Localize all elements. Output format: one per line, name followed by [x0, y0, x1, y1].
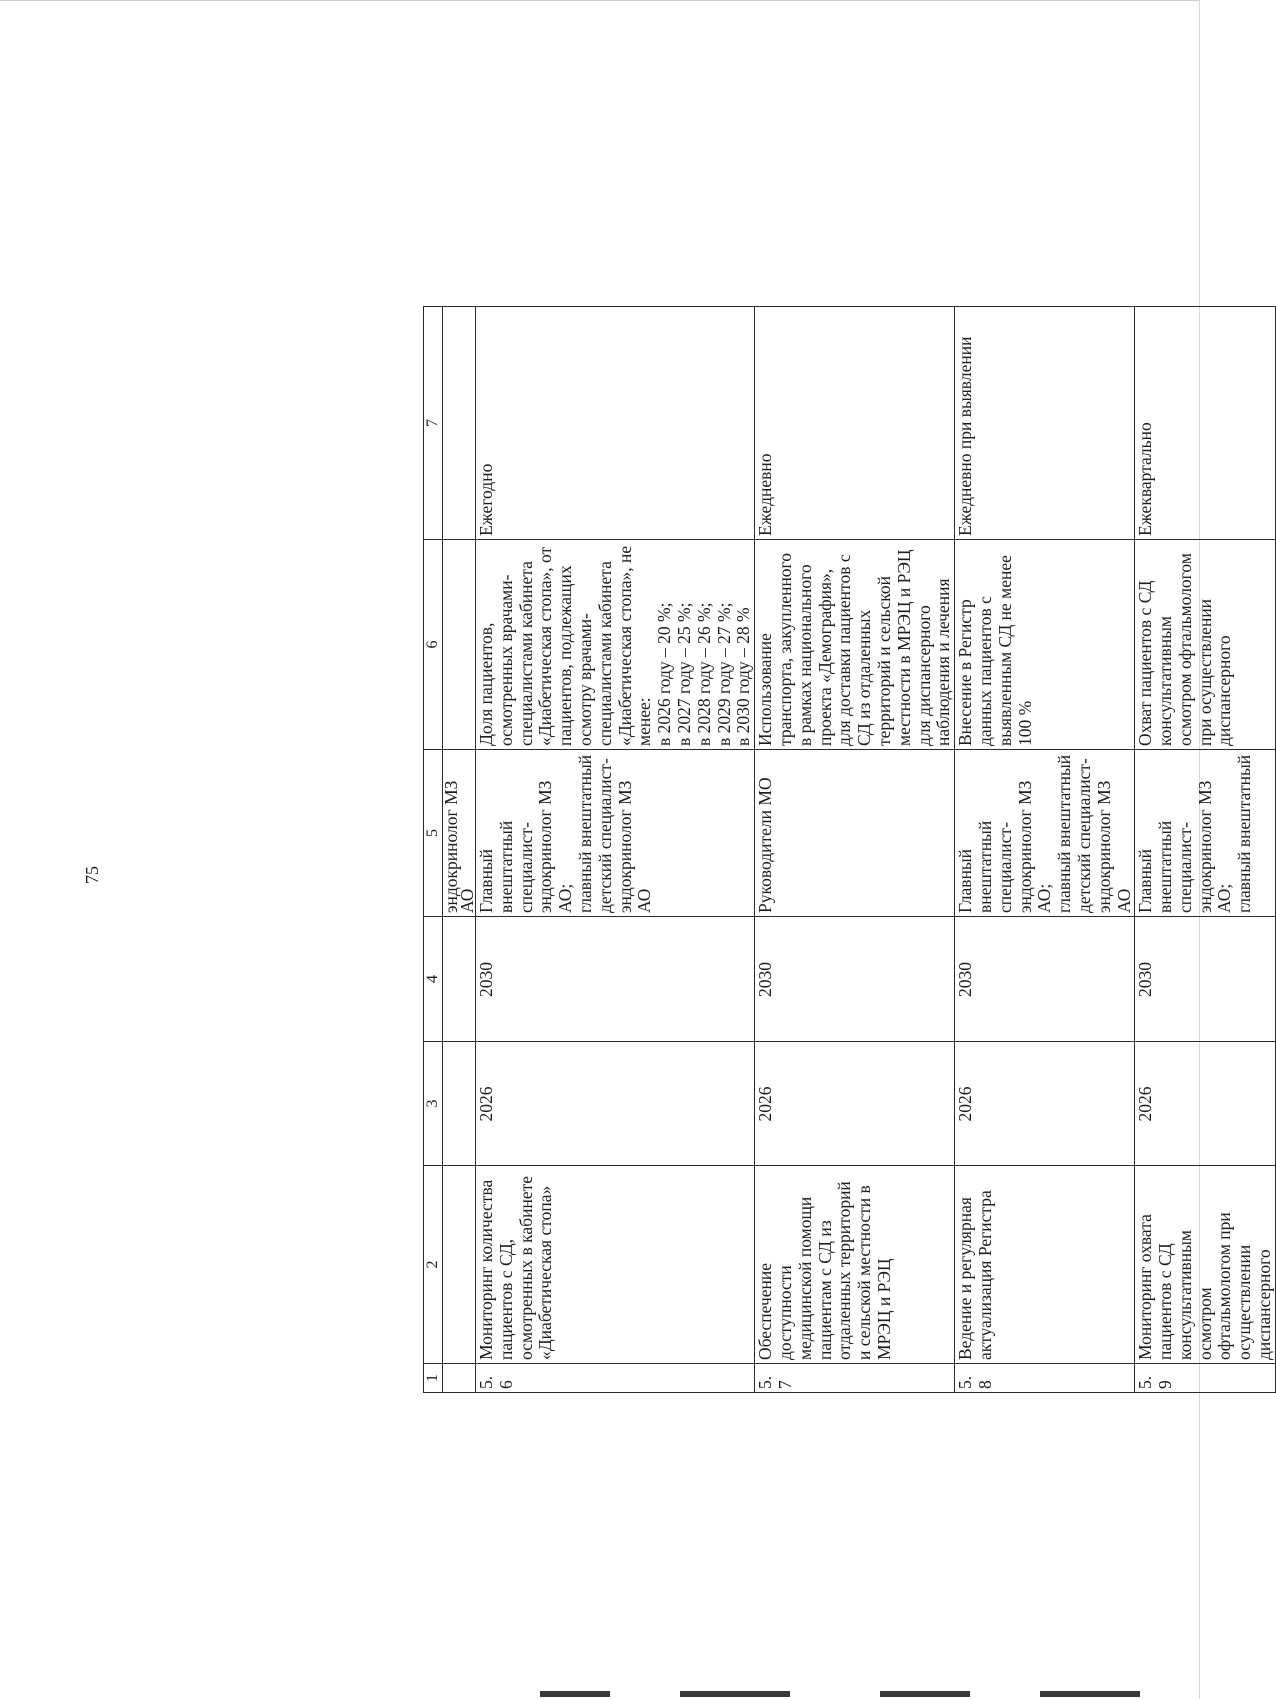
- indicator-cell: Охват пациентов с СД консультативным осмотром офтальмологом при осуществлении диспансерного: [1135, 540, 1276, 750]
- rotated-table-container: [423, 307, 1275, 1393]
- indicator-cell: Внесение в Регистр данных пациентов с выявленным СД не менее 100 %: [955, 540, 1135, 750]
- frequency-cell: Ежедневно: [755, 307, 955, 540]
- start-year-cell: 2026: [476, 1042, 755, 1166]
- responsible-cell: Главный внештатный специалист-эндокринолог МЗ АО; главный внештатный детский специалист-эндокринолог МЗ АО: [476, 750, 755, 917]
- activity-cell: Ведение и регулярная актуализация Регистра: [955, 1166, 1135, 1364]
- frequency-cell: Ежегодно: [476, 307, 755, 540]
- end-year-cell: 2030: [1135, 917, 1276, 1042]
- row-number: 5.9: [1135, 1364, 1276, 1393]
- end-year-cell: 2030: [955, 917, 1135, 1042]
- row-number: 5.6: [476, 1364, 755, 1393]
- responsible-cell: Главный внештатный специалист-эндокринолог МЗ АО; главный внештатный: [1135, 750, 1276, 917]
- scan-edge-marks: [0, 1685, 1200, 1699]
- frequency-cell: Ежедневно при выявлении: [955, 307, 1135, 540]
- header-row: [424, 307, 443, 1393]
- row-number: 5.7: [755, 1364, 955, 1393]
- column-header-2: 2: [424, 1166, 443, 1364]
- column-header-6: 6: [424, 540, 443, 750]
- continuation-row: [443, 307, 476, 1393]
- responsible-cell: Руководители МО: [755, 750, 955, 917]
- continuation-responsible: эндокринолог МЗ АО: [443, 750, 476, 917]
- responsible-cell: Главный внештатный специалист-эндокринолог МЗ АО; главный внештатный детский специалист-эндокринолог МЗ АО: [955, 750, 1135, 917]
- column-header-5: 5: [424, 750, 443, 917]
- column-header-3: 3: [424, 1042, 443, 1166]
- table-row: [755, 307, 955, 1393]
- column-header-4: 4: [424, 917, 443, 1042]
- activity-cell: Обеспечение доступности медицинской помощи пациентам с СД из отдаленных территорий и сельской местности в МРЭЦ и РЭЦ: [755, 1166, 955, 1364]
- indicator-cell: Доля пациентов, осмотренных врачами-специалистами кабинета «Диабетическая стопа», от пациентов, подлежащих осмотру врачами-специалистами кабинета «Диабетическая стопа», не менее: в 2026 году – 20 %; в 2027 году – 25 %; в 2028 году – 26 %; в 2029 году – 27 %; в 2030 году – 28 %: [476, 540, 755, 750]
- table-row: [955, 307, 1135, 1393]
- end-year-cell: 2030: [755, 917, 955, 1042]
- column-header-1: 1: [424, 1364, 443, 1393]
- column-header-7: 7: [424, 307, 443, 540]
- activity-cell: Мониторинг количества пациентов с СД, осмотренных в кабинете «Диабетическая стопа»: [476, 1166, 755, 1364]
- start-year-cell: 2026: [755, 1042, 955, 1166]
- frequency-cell: Ежеквартально: [1135, 307, 1276, 540]
- start-year-cell: 2026: [1135, 1042, 1276, 1166]
- row-number: 5.8: [955, 1364, 1135, 1393]
- end-year-cell: 2030: [476, 917, 755, 1042]
- table-row: [1135, 307, 1276, 1393]
- table-row: [476, 307, 755, 1393]
- start-year-cell: 2026: [955, 1042, 1135, 1166]
- activity-cell: Мониторинг охвата пациентов с СД консультативным осмотром офтальмологом при осуществлении диспансерного: [1135, 1166, 1276, 1364]
- indicator-cell: Использование транспорта, закупленного в рамках национального проекта «Демография», для доставки пациентов с СД из отдаленных территорий и сельской местности в МРЭЦ и РЭЦ для диспансерного наблюдения и лечения: [755, 540, 955, 750]
- page-number: 75: [82, 866, 102, 884]
- activity-table: [423, 306, 1276, 1393]
